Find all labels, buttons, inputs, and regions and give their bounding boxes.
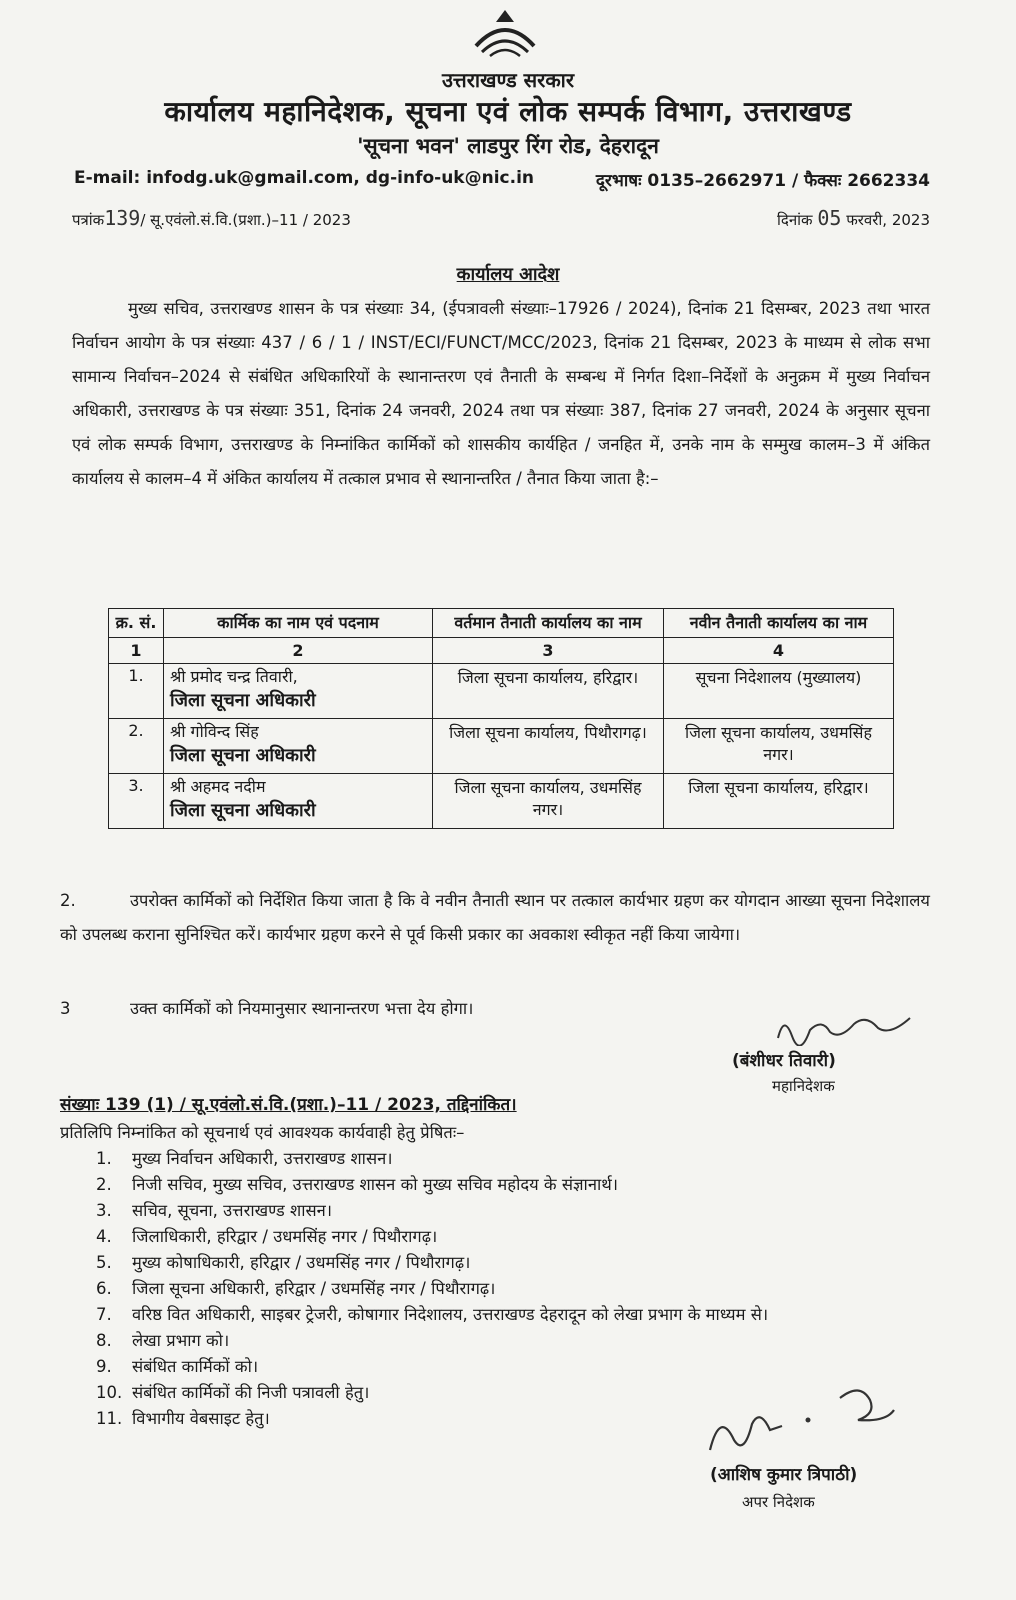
list-item: 3. सचिव, सूचना, उत्तराखण्ड शासन। (96, 1201, 333, 1220)
list-item: 1. मुख्य निर्वाचन अधिकारी, उत्तराखण्ड शासन। (96, 1149, 393, 1168)
office-title: कार्यालय महानिदेशक, सूचना एवं लोक सम्पर्क विभाग, उत्तराखण्ड (164, 95, 852, 128)
table-row: 2. श्री गोविन्द सिंह जिला सूचना अधिकारी जिला सूचना कार्यालय, पिथौरागढ़। जिला सूचना कार्यालय, उधमसिंह नगर। (109, 719, 894, 774)
government-name: उत्तराखण्ड सरकार (441, 68, 575, 92)
current-office: जिला सूचना कार्यालय, उधमसिंह नगर। (433, 774, 664, 829)
employee-designation: जिला सूचना अधिकारी (170, 800, 316, 821)
handwritten-number: 139 (104, 206, 141, 230)
column-header: क्र. सं. (109, 609, 164, 638)
email-info: E-mail: infodg.uk@gmail.com, dg-info-uk@nic.in (74, 168, 535, 188)
list-item: 9. संबंधित कार्मिकों को। (96, 1357, 259, 1376)
current-office: जिला सूचना कार्यालय, पिथौरागढ़। (433, 719, 664, 774)
table-header-row (109, 609, 894, 638)
list-item: 4. जिलाधिकारी, हरिद्वार / उधमसिंह नगर / पिथौरागढ़। (96, 1227, 438, 1246)
letter-date: दिनांक 05 फरवरी, 2023 (776, 206, 930, 230)
copy-reference-number: संख्याः 139 (1) / सू.एवंलो.सं.वि.(प्रशा.)–11 / 2023, तद्दिनांकित। (60, 1095, 517, 1115)
column-header: नवीन तैनाती कार्यालय का नाम (664, 609, 894, 638)
list-item: 8. लेखा प्रभाग को। (96, 1331, 230, 1350)
signatory-designation: अपर निदेशक (742, 1493, 815, 1511)
employee-designation: जिला सूचना अधिकारी (170, 690, 316, 711)
uttarakhand-emblem-icon (470, 6, 540, 62)
list-item: 6. जिला सूचना अधिकारी, हरिद्वार / उधमसिंह नगर / पिथौरागढ़। (96, 1279, 496, 1298)
employee-name: श्री प्रमोद चन्द्र तिवारी, (170, 667, 298, 686)
letter-number: पत्रांक139/ सू.एवंलो.सं.वि.(प्रशा.)–11 / 2023 (72, 206, 351, 230)
signature-director-general (770, 1010, 920, 1046)
current-office: जिला सूचना कार्यालय, हरिद्वार। (433, 664, 664, 719)
order-paragraph-2: 2. उपरोक्त कार्मिकों को निर्देशित किया जाता है कि वे नवीन तैनाती स्थान पर तत्काल कार्यभार ग्रहण कर योगदान आख्या सूचना निदेशालय को उपलब्ध कराना सुनिश्चित करें। कार्यभार ग्रहण करने से पूर्व किसी प्रकार का अवकाश स्वीकृत नहीं किया जायेगा। (60, 891, 930, 944)
order-paragraph-1: मुख्य सचिव, उत्तराखण्ड शासन के पत्र संख्याः 34, (ईपत्रावली संख्याः–17926 / 2024), दिनांक 21 दिसम्बर, 2023 तथा भारत निर्वाचन आयोग के पत्र संख्याः 437 / 6 / 1 / INST/ECI/FUNCT/MCC/2023, दिनांक 21 दिसम्बर, 2023 के माध्यम से लोक सभा सामान्य निर्वाचन–2024 से संबंधित अधिकारियों के स्थानान्तरण एवं तैनाती के सम्बन्ध में निर्गत दिशा–निर्देशों के अनुक्रम में मुख्य निर्वाचन अधिकारी, उत्तराखण्ड के पत्र संख्याः 351, दिनांक 24 जनवरी, 2024 तथा पत्र संख्याः 387, दिनांक 27 जनवरी, 2024 के अनुसार सूचना एवं लोक सम्पर्क विभाग, उत्तराखण्ड के निम्नांकित कार्मिकों को शासकीय कार्यहित / जनहित में, उनके नाम के सम्मुख कालम–3 में अंकित कार्यालय से कालम–4 में अंकित कार्यालय में तत्काल प्रभाव से स्थानान्तरित / तैनात किया जाता है:– (72, 299, 930, 488)
table-row: 1. श्री प्रमोद चन्द्र तिवारी, जिला सूचना अधिकारी जिला सूचना कार्यालय, हरिद्वार। सूचना निदेशालय (मुख्यालय) (109, 664, 894, 719)
list-item: 5. मुख्य कोषाधिकारी, हरिद्वार / उधमसिंह नगर / पिथौरागढ़। (96, 1253, 471, 1272)
signatory-name: (बंशीधर तिवारी) (732, 1051, 836, 1071)
signature-additional-director (690, 1380, 910, 1460)
table-row: 3. श्री अहमद नदीम जिला सूचना अधिकारी जिला सूचना कार्यालय, उधमसिंह नगर। जिला सूचना कार्यालय, हरिद्वार। (109, 774, 894, 829)
office-address: 'सूचना भवन' लाडपुर रिंग रोड, देहरादून (357, 134, 659, 158)
list-item: 10. संबंधित कार्मिकों की निजी पत्रावली हेतु। (96, 1383, 370, 1402)
employee-name: श्री गोविन्द सिंह (170, 722, 259, 741)
signatory-designation: महानिदेशक (772, 1077, 835, 1095)
phone-fax-info: दूरभाषः 0135–2662971 / फैक्सः 2662334 (595, 171, 930, 191)
new-office: जिला सूचना कार्यालय, उधमसिंह नगर। (664, 719, 894, 774)
column-header: कार्मिक का नाम एवं पदनाम (164, 609, 433, 638)
employee-name: श्री अहमद नदीम (170, 777, 266, 796)
column-number-row: 1 2 3 4 (109, 638, 894, 664)
contact-line (74, 168, 930, 191)
transfer-table (108, 608, 894, 829)
signatory-name: (आशिष कुमार त्रिपाठी) (710, 1465, 858, 1485)
new-office: सूचना निदेशालय (मुख्यालय) (664, 664, 894, 719)
order-paragraph-3: 3 उक्त कार्मिकों को नियमानुसार स्थानान्तरण भत्ता देय होगा। (60, 999, 474, 1018)
list-item: 2. निजी सचिव, मुख्य सचिव, उत्तराखण्ड शासन को मुख्य सचिव महोदय के संज्ञानार्थ। (96, 1175, 619, 1194)
new-office: जिला सूचना कार्यालय, हरिद्वार। (664, 774, 894, 829)
reference-line (72, 206, 930, 230)
handwritten-date: 05 (817, 206, 842, 230)
copy-intro: प्रतिलिपि निम्नांकित को सूचनार्थ एवं आवश्यक कार्यवाही हेतु प्रेषितः– (60, 1123, 465, 1142)
list-item: 11. विभागीय वेबसाइट हेतु। (96, 1409, 270, 1428)
order-heading: कार्यालय आदेश (456, 264, 560, 285)
list-item: 7. वरिष्ठ वित अधिकारी, साइबर ट्रेजरी, कोषागार निदेशालय, उत्तराखण्ड देहरादून को लेखा प्रभाग के माध्यम से। (96, 1305, 769, 1324)
column-header: वर्तमान तैनाती कार्यालय का नाम (433, 609, 664, 638)
employee-designation: जिला सूचना अधिकारी (170, 745, 316, 766)
